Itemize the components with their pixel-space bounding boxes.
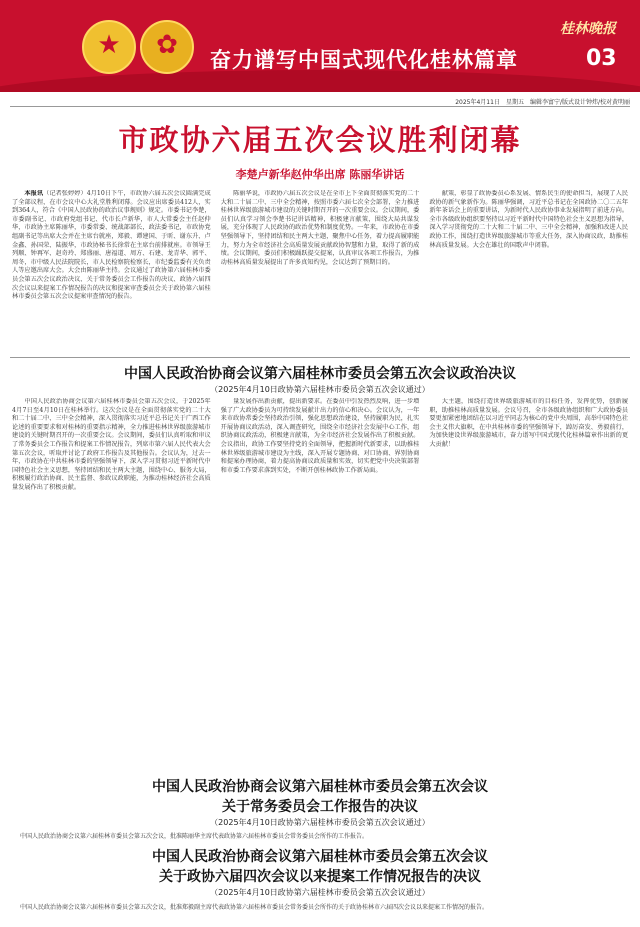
article-body: [12, 190, 628, 350]
resolution2-subtitle: （2025年4月10日政协第六届桂林市委员会第五次会议通过）: [210, 818, 430, 827]
cppcc-emblem-icon: ✿: [140, 20, 194, 74]
lead-label: 本报讯: [24, 190, 44, 197]
article-column-1: 本报讯（记者张婷婷）4月10日下午，市政协六届五次会议圆满完成了全部议程，在市会议中心大礼堂胜利闭幕。会议应出席委员412人，实到364人，符合《中国人民政协的政治议事规则》规定。市委书记李楚，市委副书记、市政府党组书记、代市长卢新华，市人大常委会主任赵仲华，市政协主席陈丽华，市委常委、统战部部长，政法委书记，市政协党组副书记等出席大会并在主席台就座，郑毅、谭建国、于昕、谢东升、卢金鑫、孙国荣、陆振华，市政协秘书长徐常在主席台前排就座。市领导王列顺、钟再军、赵奇玲、郑盛丽、唐福道、周方、石建、龙青华、郭平、周冬，市中级人民法院院长，市人民检察院检察长，市纪委监委有关负责人等应邀出席大会。大会由陈丽华主持。会议通过了政协第六届桂林市委员会第五次会议政治决议、关于常务委员会工作报告的决议、政协六届四次会议以来提案工作情况报告的决议和提案审查委员会关于政协第六届桂林市委员会第五次会议提案审查情况的报告。: [12, 190, 211, 301]
resolution1-title: 中国人民政治协商会议第六届桂林市委员会第五次会议政治决议: [124, 366, 516, 382]
newspaper-brand-logo: 桂林晚报: [560, 21, 616, 37]
resolution1-column-1: 中国人民政治协商会议第六届桂林市委员会第五次会议，于2025年4月7日至4月10日在桂林举行。这次会议是在全面贯彻落实党的二十大和二十届二中、三中全会精神，深入贯彻落实习近平总书记关于广西工作论述的重要要求和对桂林的重要指示精神，全力推进桂林世界级旅游城市建设的关键时期召开的一次重要会议。会议期间，委员们认真听取和审议了常务委员会工作报告和提案工作情况报告，列席市第六届人民代表大会第五次会议，听取并讨论了政府工作报告及其他报告。会议认为，过去一年，市政协在中共桂林市委的坚强领导下，深入学习贯彻习近平新时代中国特色社会主义思想，坚持团结和民主两大主题，围绕中心、服务大局，积极履行政治协商、民主监督、参政议政职能，为推动桂林经济社会高质量发展作出了积极贡献。: [12, 398, 211, 491]
resolution1-body: [12, 398, 628, 768]
resolution3-text: 中国人民政治协商会议第六届桂林市委员会第五次会议，批准郑毅副主席代表政协第六届桂林市委员会常务委员会所作的关于政协桂林市六届四次会议以来提案工作情况的报告。: [20, 904, 489, 911]
resolution2-text: 中国人民政治协商会议第六届桂林市委员会第五次会议，批准陈丽华主席代表政协第六届桂林市委员会常务委员会所作的工作报告。: [20, 833, 369, 840]
national-emblem-icon: ★: [82, 20, 136, 74]
page-number: 03: [586, 46, 617, 71]
resolution2-title-line2: 关于常务委员会工作报告的决议: [222, 799, 418, 815]
article-title: 市政协六届五次会议胜利闭幕: [118, 123, 522, 157]
resolution1-column-2: 量发展作出新贡献，提出新要求。在委员中引发热烈反响，进一步增强了广大政协委员为可持续发展献计出力的信心和决心。会议认为，一年来市政协常委会坚持政治引领，强化思想政治建设，坚持履职为民，扎实开展协商议政活动，深入调查研究，围绕全市经济社会发展中心工作，组织协商议政活动，积极建言献策，为全市经济社会发展作出了积极贡献。会议指出，政协工作要坚持党的全面领导，把握新时代新要求，以助推桂林世界级旅游城市建设为主线，深入开展专题协商、对口协商、界别协商和提案办理协商，着力提高协商议政质量和实效，切实把党中央决策部署和市委工作要求落到实处，不断开创桂林政协工作新局面。: [220, 398, 420, 474]
resolution1-subtitle: （2025年4月10日政协第六届桂林市委员会第五次会议通过）: [210, 385, 430, 394]
section-divider: [10, 357, 630, 358]
resolution1-column-3: 大主题，围绕打造世界级旅游城市的目标任务，发挥优势，创新履职，助推桂林高质量发展。会议号召，全市各级政协组织和广大政协委员要更加紧密地团结在以习近平同志为核心的党中央周围，高举中国特色社会主义伟大旗帜，在中共桂林市委的坚强领导下，踔厉奋发、勇毅前行，为加快建设世界级旅游城市，奋力谱写中国式现代化桂林篇章作出新的更大贡献！: [429, 398, 629, 448]
resolution2-title-line1: 中国人民政治协商会议第六届桂林市委员会第五次会议: [152, 779, 488, 795]
resolution3-subtitle: （2025年4月10日政协第六届桂林市委员会第五次会议通过）: [210, 888, 430, 897]
dateline: 2025年4月11日 星期五 编辑李富宁/版式设计钟炜/校对黄明丽: [455, 99, 630, 106]
article-column-2: 陈丽华说，市政协六届五次会议是在全市上下全面贯彻落实党的二十大和二十届二中、三中全会精神，按照市委六届七次全会部署，全力推进桂林世界级旅游城市建设的关键时期召开的一次重要会议。会议期间，委员们认真学习领会李楚书记讲话精神，积极建言献策，围绕大局共谋发展，充分体现了人民政协的政治优势和制度优势。一年来，市政协在市委坚强领导下，坚持团结和民主两大主题，聚焦中心任务，着力提高履职能力，努力为全市经济社会高质量发展贡献政协智慧和力量，取得了新的成绩。会议期间，委员们积极踊跃提交提案，认真审议各项工作报告，为推动桂林高质量发展提出了许多真知灼见，会议达到了预期目的。: [220, 190, 420, 266]
header-divider: [10, 106, 630, 107]
article-byline: 李楚卢新华赵仲华出席 陈丽华讲话: [235, 168, 405, 181]
article-column-3: 献策，彰显了政协委员心系发展、情系民生的使命担当，展现了人民政协的新气象新作为。陈丽华强调，习近平总书记在全国政协二〇二五年新年茶话会上的重要讲话，为新时代人民政协事业发展指明了前进方向。全市各级政协组织要坚持以习近平新时代中国特色社会主义思想为指导，深入学习贯彻党的二十大和二十届二中、三中全会精神，加强和改进人民政协工作，围绕打造世界级旅游城市等重大任务，深入协商议政，助推桂林高质量发展。大会在雄壮的国歌声中闭幕。: [429, 190, 629, 249]
resolution3-title-line1: 中国人民政治协商会议第六届桂林市委员会第五次会议: [152, 849, 488, 865]
page-banner: [0, 0, 640, 92]
resolution3-title-line2: 关于政协六届四次会议以来提案工作情况报告的决议: [159, 869, 481, 885]
banner-headline: 奋力谱写中国式现代化桂林篇章: [210, 48, 518, 72]
